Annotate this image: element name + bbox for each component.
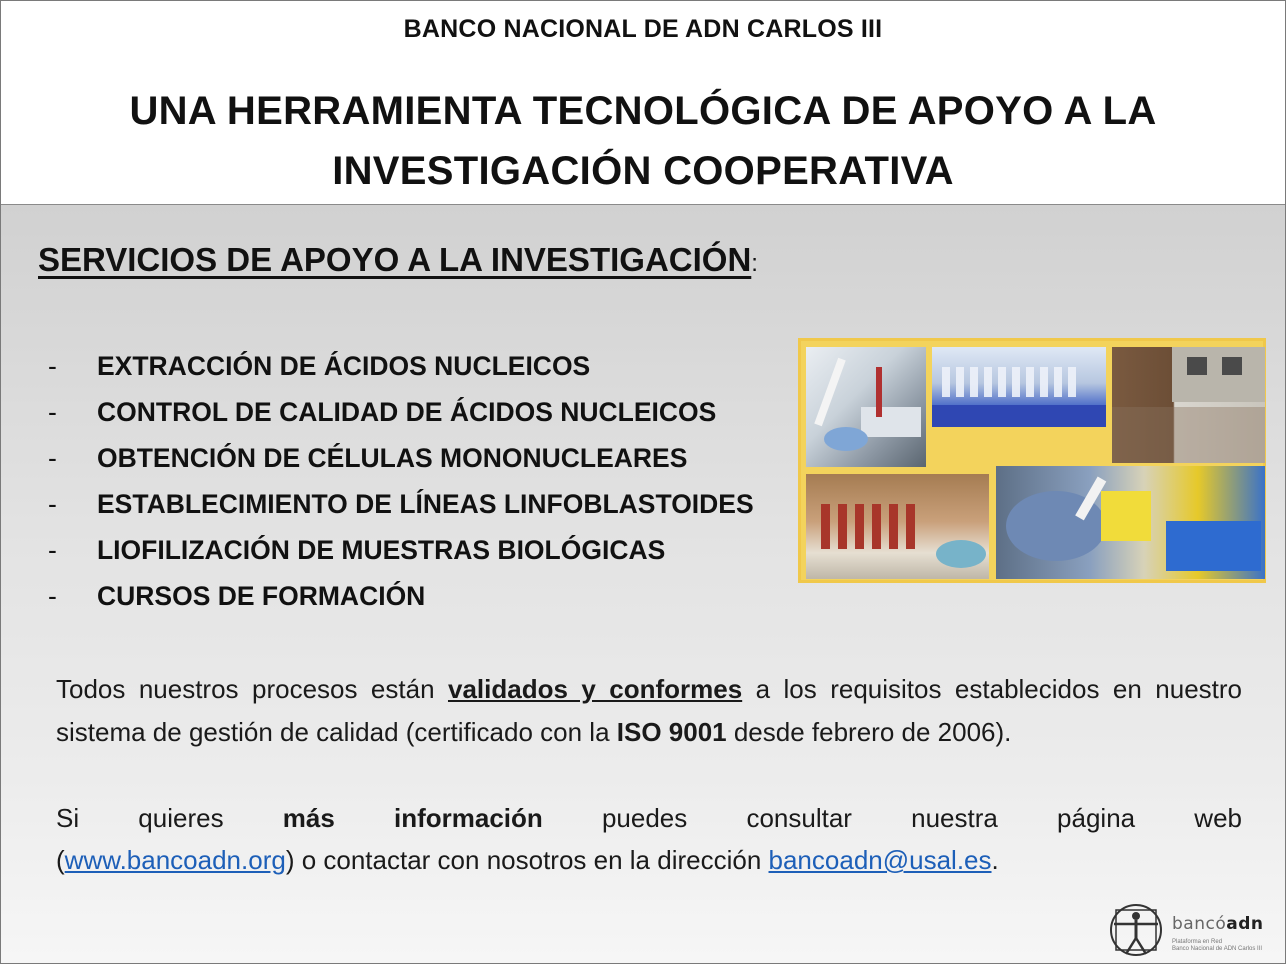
- lab-photo-pipetting: [806, 347, 926, 467]
- list-item: [48, 389, 754, 435]
- building-photo: [1112, 347, 1265, 463]
- main-title-line-1: UNA HERRAMIENTA TECNOLÓGICA DE APOYO A LA: [129, 89, 1157, 133]
- quality-paragraph: [56, 668, 1242, 753]
- main-title-line-2: INVESTIGACIÓN COOPERATIVA: [332, 149, 954, 193]
- iso-label: ISO 9001: [616, 716, 727, 747]
- list-item: [48, 435, 754, 481]
- contact-text-email: ) o contactar con nosotros en la dirección: [285, 845, 769, 875]
- service-label: LIOFILIZACIÓN DE MUESTRAS BIOLÓGICAS: [97, 535, 666, 565]
- list-item: [48, 481, 754, 527]
- list-item: [48, 343, 754, 389]
- logo-subtitle: Plataforma en Red Banco Nacional de ADN Carlos III: [1172, 939, 1263, 952]
- services-heading-text: SERVICIOS DE APOYO A LA INVESTIGACIÓN: [38, 241, 752, 278]
- vitruvian-man-icon: [1108, 902, 1164, 958]
- quality-text-start: Todos nuestros procesos están: [56, 674, 448, 704]
- open-paren: (: [56, 845, 65, 875]
- service-label: OBTENCIÓN DE CÉLULAS MONONUCLEARES: [97, 443, 688, 473]
- list-dash: -: [48, 443, 57, 473]
- contact-text-web: puedes consultar nuestra página web: [542, 803, 1242, 833]
- lab-photo-collage: [798, 338, 1266, 583]
- services-heading-colon: :: [751, 250, 758, 277]
- list-item: [48, 573, 754, 619]
- list-item: [48, 527, 754, 573]
- quality-text-end: desde febrero de 2006).: [726, 716, 1012, 747]
- bank-name: BANCO NACIONAL DE ADN CARLOS III: [403, 15, 883, 43]
- list-dash: -: [48, 351, 57, 381]
- list-dash: -: [48, 397, 57, 427]
- list-dash: -: [48, 535, 57, 565]
- service-label: CONTROL DE CALIDAD DE ÁCIDOS NUCLEICOS: [97, 397, 717, 427]
- list-dash: -: [48, 489, 57, 519]
- main-title: [61, 81, 1225, 201]
- more-info-label: más información: [282, 803, 543, 833]
- website-link[interactable]: www.bancoadn.org: [64, 845, 286, 875]
- contact-line-1: [56, 797, 1242, 840]
- list-dash: -: [48, 581, 57, 611]
- logo-wordmark: bancóadn: [1172, 914, 1264, 934]
- bancoadn-logo: [1108, 902, 1273, 958]
- header: [1, 1, 1285, 205]
- lab-photo-gloved-hand: [996, 466, 1265, 579]
- services-heading: [38, 241, 758, 279]
- services-list: [48, 343, 754, 619]
- lab-photo-tube-rack: [932, 347, 1106, 427]
- lab-photo-sample-tubes: [806, 474, 989, 579]
- email-link[interactable]: bancoadn@usal.es: [768, 845, 992, 875]
- period: .: [991, 845, 999, 875]
- service-label: ESTABLECIMIENTO DE LÍNEAS LINFOBLASTOIDES: [97, 489, 754, 519]
- service-label: CURSOS DE FORMACIÓN: [97, 581, 426, 611]
- quality-text-middle: a los requisitos establecidos en nuestro sistema de gestión de calidad (certificado con la: [56, 674, 1242, 747]
- service-label: EXTRACCIÓN DE ÁCIDOS NUCLEICOS: [97, 351, 591, 381]
- contact-text-start: Si quieres: [56, 803, 283, 833]
- quality-highlight: validados y conformes: [447, 674, 743, 704]
- contact-line-2: [56, 839, 1242, 882]
